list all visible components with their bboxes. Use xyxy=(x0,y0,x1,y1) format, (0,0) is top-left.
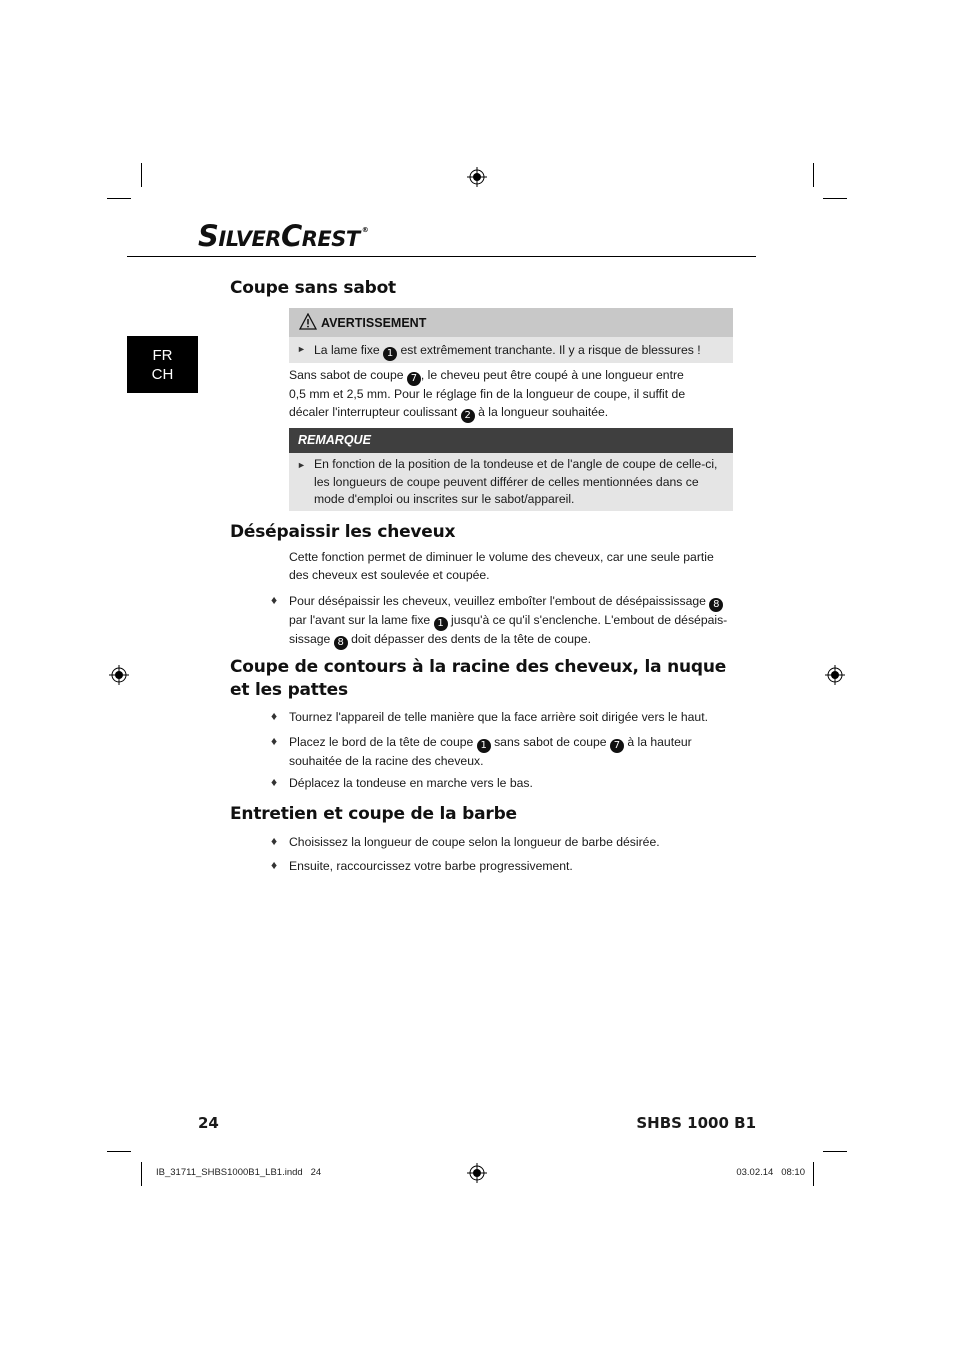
list-item: Placez le bord de la tête de coupe 1 sans sabot de coupe 7 à la hauteur souhaitée de la racine des cheveux. xyxy=(289,735,692,768)
crop-mark xyxy=(823,198,847,199)
registration-mark-icon xyxy=(467,1163,487,1183)
page-number: 24 xyxy=(198,1114,219,1132)
part-number-badge: 7 xyxy=(610,739,624,753)
note-title: REMARQUE xyxy=(298,433,371,447)
warning-title: AVERTISSEMENT xyxy=(321,316,427,330)
language-tab xyxy=(127,336,198,393)
warning-body xyxy=(289,337,733,363)
crop-mark xyxy=(107,198,131,199)
header-rule xyxy=(127,256,756,257)
registration-mark-icon xyxy=(109,665,129,685)
note-header xyxy=(289,428,733,453)
note-text: En fonction de la position de la tondeuse et de l'angle de coupe de celle-ci, les longueurs de coupe peuvent différer de celles mentionnées dans ce mode d'emploi ou inscrites sur le sabot/appareil. xyxy=(314,457,718,506)
part-number-badge: 7 xyxy=(407,372,421,386)
list-item: Tournez l'appareil de telle manière que la face arrière soit dirigée vers le haut. xyxy=(289,710,708,724)
diamond-bullet-icon: ♦ xyxy=(271,834,278,848)
crop-mark xyxy=(823,1151,847,1152)
country-code: CH xyxy=(151,365,174,383)
arrow-right-icon: ► xyxy=(297,344,306,354)
diamond-bullet-icon: ♦ xyxy=(271,593,278,607)
warning-text: La lame fixe 1 est extrêmement tranchante. Il y a risque de blessures ! xyxy=(314,343,701,359)
paragraph-sans-sabot: Sans sabot de coupe 7 , le cheveu peut être coupé à une longueur entre 0,5 mm et 2,5 mm. Pour le réglage fin de la longueur de coupe, il suffit de décaler l'interrupteur coulissant 2 à la longueur souhaitée. xyxy=(289,368,686,421)
part-number-badge: 8 xyxy=(334,636,348,650)
registration-mark-icon xyxy=(467,167,487,187)
crop-mark xyxy=(141,163,142,187)
model-number: SHBS 1000 B1 xyxy=(636,1114,756,1132)
arrow-right-icon: ► xyxy=(297,460,306,470)
part-number-badge: 1 xyxy=(434,617,448,631)
diamond-bullet-icon: ♦ xyxy=(271,709,278,723)
crop-mark xyxy=(141,1162,142,1186)
list-item: Pour désépaissir les cheveux, veuillez emboîter l'embout de désépaississage 8 par l'avant sur la lame fixe 1 jusqu'à ce qu'il s'enclenche. L'embout de désépais- sissage 8 doit dépasser des dents de la tête de coupe. xyxy=(289,594,728,648)
registration-mark-icon xyxy=(825,665,845,685)
part-number-badge: 1 xyxy=(477,739,491,753)
diamond-bullet-icon: ♦ xyxy=(271,734,278,748)
print-slug-date: 03.02.14 08:10 xyxy=(736,1167,805,1178)
part-number-badge: 8 xyxy=(709,598,723,612)
crop-mark xyxy=(813,163,814,187)
list-item: Déplacez la tondeuse en marche vers le bas. xyxy=(289,776,533,790)
warning-header xyxy=(289,308,733,337)
diamond-bullet-icon: ♦ xyxy=(271,775,278,789)
print-slug-file: IB_31711_SHBS1000B1_LB1.indd 24 xyxy=(156,1167,322,1178)
paragraph-desepaissir-intro: Cette fonction permet de diminuer le volume des cheveux, car une seule partie des cheveux est soulevée et coupée. xyxy=(289,550,714,582)
list-item: Ensuite, raccourcissez votre barbe progressivement. xyxy=(289,859,573,873)
section-title-barbe: Entretien et coupe de la barbe xyxy=(230,804,517,824)
part-number-badge: 1 xyxy=(383,347,397,361)
list-item: Choisissez la longueur de coupe selon la longueur de barbe désirée. xyxy=(289,835,660,849)
diamond-bullet-icon: ♦ xyxy=(271,858,278,872)
language-code: FR xyxy=(152,346,173,364)
silvercrest-logo: SILVERCREST ® xyxy=(198,219,369,253)
part-number-badge: 2 xyxy=(461,409,475,423)
warning-triangle-icon xyxy=(299,313,317,330)
note-body xyxy=(289,453,733,511)
crop-mark xyxy=(107,1151,131,1152)
crop-mark xyxy=(813,1162,814,1186)
section-title-coupe-sans-sabot: Coupe sans sabot xyxy=(230,278,396,298)
section-title-desepaissir: Désépaissir les cheveux xyxy=(230,522,456,542)
section-title-contours: Coupe de contours à la racine des cheveux, la nuque et les pattes xyxy=(230,657,727,700)
